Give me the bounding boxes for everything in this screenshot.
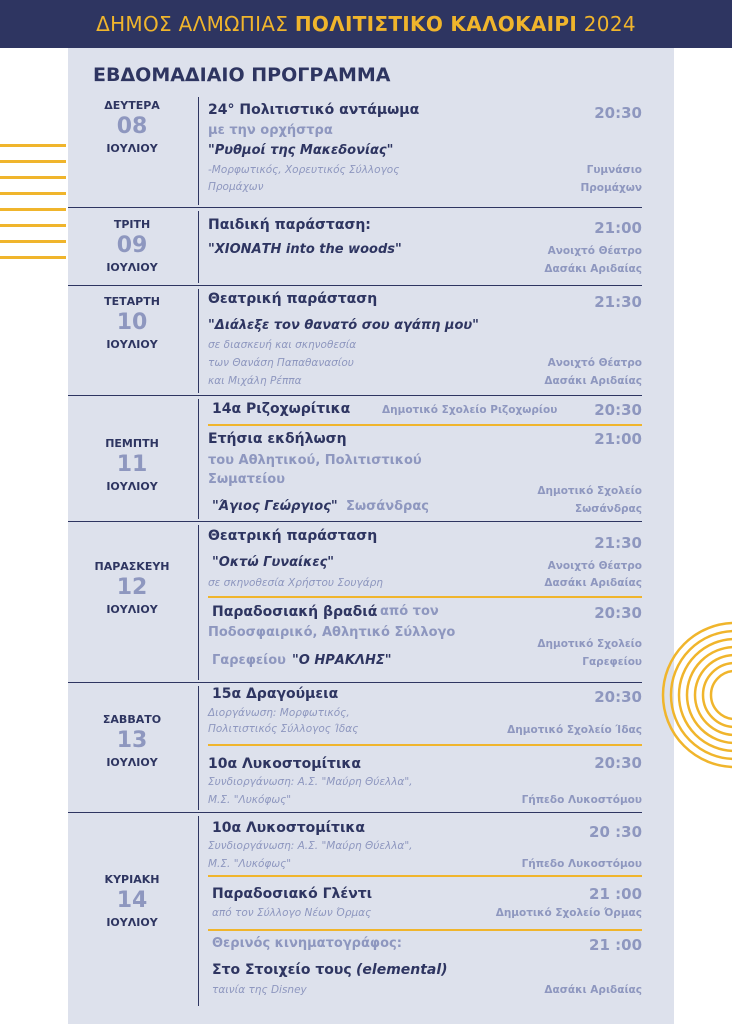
month-name: ΙΟΥΛΙΟΥ (106, 603, 158, 616)
festival-year: 2024 (583, 12, 636, 36)
month-name: ΙΟΥΛΙΟΥ (106, 338, 158, 351)
event-detail: Συνδιοργάνωση: Α.Σ. "Μαύρη Θύελλα", (208, 840, 413, 852)
day-separator (68, 682, 642, 683)
event-venue: Δημοτικό Σχολείο (537, 485, 642, 497)
day-name: ΣΑΒΒΑΤΟ (102, 713, 162, 726)
event-separator (208, 424, 642, 426)
event-subtitle: "Ρυθμοί της Μακεδονίας" (208, 143, 394, 158)
day-name: ΚΥΡΙΑΚΗ (104, 873, 160, 886)
event-detail: και Μιχάλη Ρέππα (208, 375, 302, 387)
event-venue: Ανοιχτό Θέατρο (547, 560, 642, 572)
day-separator (68, 395, 642, 396)
event-venue: Γήπεδο Λυκοστόμου (521, 794, 642, 806)
event-time: 21 :00 (589, 936, 642, 954)
event-title: 14α Ριζοχωρίτικα (212, 401, 351, 417)
day-number: 12 (116, 575, 148, 600)
event-title: 10α Λυκοστομίτικα (208, 756, 361, 772)
event-detail: Μ.Σ. "Λυκόφως" (208, 858, 292, 870)
column-divider (198, 525, 199, 680)
event-subtitle: του Αθλητικού, Πολιτιστικού (208, 453, 422, 468)
day-separator (68, 285, 642, 286)
event-venue: Ανοιχτό Θέατρο (547, 245, 642, 257)
event-time: 20 :30 (589, 823, 642, 841)
event-title: Θεατρική παράσταση (208, 528, 378, 544)
day-label-saturday (76, 713, 188, 769)
day-label-thursday (76, 437, 188, 493)
day-number: 08 (116, 114, 148, 139)
event-subtitle: "Άγιος Γεώργιος" (212, 499, 338, 514)
event-subtitle: "Διάλεξε τον θανατό σου αγάπη μου" (208, 318, 479, 333)
event-time: 21:00 (594, 219, 642, 237)
day-separator (68, 207, 642, 208)
event-venue: Δημοτικό Σχολείο Όρμας (495, 907, 642, 919)
event-venue: Δασάκι Αριδαίας (544, 263, 642, 275)
event-subtitle: Σωματείου (208, 472, 285, 487)
day-name: ΠΕΜΠΤΗ (105, 437, 159, 450)
event-subtitle: (elemental) (356, 962, 448, 978)
event-detail: των Θανάση Παπαθανασίου (208, 357, 354, 369)
event-detail: ταινία της Disney (212, 984, 307, 996)
event-subtitle: Θερινός κινηματογράφος: (212, 936, 402, 951)
event-venue: Δημοτικό Σχολείο Ίδας (507, 724, 642, 736)
event-time: 21:30 (594, 534, 642, 552)
event-title: Θεατρική παράσταση (208, 291, 378, 307)
event-separator (208, 596, 642, 598)
event-title: Παραδοσιακό Γλέντι (212, 886, 373, 902)
event-venue: Προμάχων (580, 182, 642, 194)
event-separator (208, 929, 642, 931)
day-name: ΠΑΡΑΣΚΕΥΗ (94, 560, 170, 573)
day-number: 09 (116, 233, 148, 258)
event-venue: Δασάκι Αριδαίας (544, 577, 642, 589)
event-venue: Δασάκι Αριδαίας (544, 984, 642, 996)
event-time: 20:30 (594, 401, 642, 419)
event-separator (208, 875, 642, 877)
event-subtitle: με την ορχήστρα (208, 123, 333, 138)
page-header (0, 0, 732, 48)
event-time: 20:30 (594, 688, 642, 706)
concentric-arcs-decoration (640, 620, 732, 770)
day-number: 14 (116, 888, 148, 913)
event-time: 21:00 (594, 430, 642, 448)
day-number: 13 (116, 728, 148, 753)
month-name: ΙΟΥΛΙΟΥ (106, 480, 158, 493)
event-detail: από τον Σύλλογο Νέων Όρμας (212, 907, 372, 919)
event-detail: σε σκηνοθεσία Χρήστου Σουγάρη (208, 577, 383, 589)
event-title: 24° Πολιτιστικό αντάμωμα (208, 102, 420, 118)
event-venue: Σωσάνδρας (574, 503, 642, 515)
month-name: ΙΟΥΛΙΟΥ (106, 916, 158, 929)
month-name: ΙΟΥΛΙΟΥ (106, 756, 158, 769)
event-subtitle: Γαρεφείου (212, 653, 286, 668)
event-detail: -Μορφωτικός, Χορευτικός Σύλλογος (208, 164, 400, 176)
event-detail: Διοργάνωση: Μορφωτικός, (208, 707, 350, 719)
event-venue: Δημοτικό Σχολείο Ριζοχωρίου (382, 404, 558, 416)
column-divider (198, 211, 199, 283)
event-subtitle: Ποδοσφαιρικό, Αθλητικό Σύλλογο (208, 625, 456, 640)
event-time: 20:30 (594, 604, 642, 622)
event-subtitle: "Οκτώ Γυναίκες" (212, 555, 335, 570)
event-title: Παιδική παράσταση: (208, 217, 371, 233)
gold-stripes-decoration (0, 140, 70, 264)
event-separator (208, 744, 642, 746)
day-label-friday (76, 560, 188, 616)
day-name: ΔΕΥΤΕΡΑ (104, 99, 160, 112)
event-detail: Μ.Σ. "Λυκόφως" (208, 794, 292, 806)
column-divider (198, 816, 199, 1006)
column-divider (198, 399, 199, 519)
event-venue: Δημοτικό Σχολείο (537, 638, 642, 650)
event-time: 21 :00 (589, 885, 642, 903)
column-divider (198, 289, 199, 393)
event-detail: Πολιτιστικός Σύλλογος Ίδας (208, 723, 359, 735)
event-title: Στο Στοιχείο τους (212, 962, 352, 978)
event-detail: Προμάχων (208, 181, 264, 193)
day-number: 11 (116, 452, 148, 477)
event-subtitle: από τον (380, 604, 439, 619)
day-label-monday (76, 99, 188, 155)
event-title: 10α Λυκοστομίτικα (212, 820, 365, 836)
event-venue: Γήπεδο Λυκοστόμου (521, 858, 642, 870)
event-subtitle: "ΧΙΟΝΑΤΗ into the woods" (208, 242, 402, 257)
page-title: ΕΒΔΟΜΑΔΙΑΙΟ ΠΡΟΓΡΑΜΜΑ (93, 64, 391, 86)
event-title: Παραδοσιακή βραδιά (212, 604, 378, 620)
month-name: ΙΟΥΛΙΟΥ (106, 142, 158, 155)
event-venue: Ανοιχτό Θέατρο (547, 357, 642, 369)
event-detail: σε διασκευή και σκηνοθεσία (208, 339, 357, 351)
event-venue: Γυμνάσιο (586, 164, 642, 176)
event-time: 20:30 (594, 754, 642, 772)
municipality-name: ΔΗΜΟΣ ΑΛΜΩΠΙΑΣ (96, 12, 289, 36)
event-time: 20:30 (594, 104, 642, 122)
day-label-tuesday (76, 218, 188, 274)
event-subtitle: Σωσάνδρας (346, 499, 429, 514)
day-separator (68, 812, 642, 813)
event-time: 21:30 (594, 293, 642, 311)
month-name: ΙΟΥΛΙΟΥ (106, 261, 158, 274)
day-number: 10 (116, 310, 148, 335)
day-label-wednesday (76, 295, 188, 351)
event-title: Ετήσια εκδήλωση (208, 431, 347, 447)
day-name: ΤΡΙΤΗ (113, 218, 151, 231)
column-divider (198, 97, 199, 205)
festival-name: ΠΟΛΙΤΙΣΤΙΚΟ ΚΑΛΟΚΑΙΡΙ (294, 12, 578, 36)
event-venue: Δασάκι Αριδαίας (544, 375, 642, 387)
event-title: 15α Δραγούμεια (212, 686, 339, 702)
day-name: ΤΕΤΑΡΤΗ (104, 295, 160, 308)
day-label-sunday (76, 873, 188, 929)
event-detail: Συνδιοργάνωση: Α.Σ. "Μαύρη Θύελλα", (208, 776, 413, 788)
event-venue: Γαρεφείου (582, 656, 642, 668)
day-separator (68, 521, 642, 522)
column-divider (198, 686, 199, 810)
event-subtitle: "Ο ΗΡΑΚΛΗΣ" (292, 653, 392, 668)
